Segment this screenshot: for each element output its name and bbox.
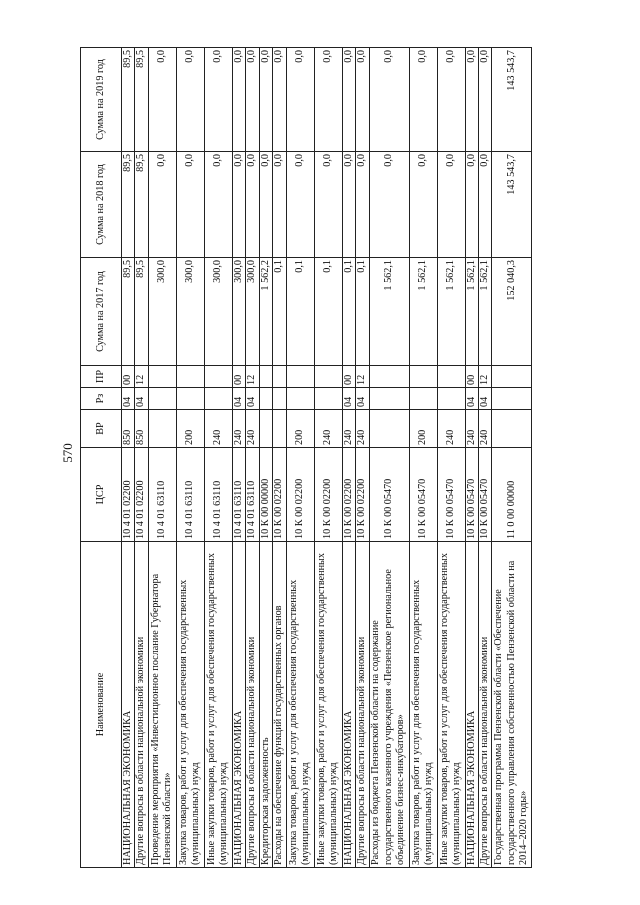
cell-rz: 04 bbox=[465, 388, 478, 410]
cell-rz: 04 bbox=[135, 388, 148, 410]
cell-sum-2017: 1 562,1 bbox=[369, 258, 409, 366]
table-row bbox=[232, 48, 245, 868]
cell-pr bbox=[369, 366, 409, 388]
cell-sum-2018: 0,0 bbox=[204, 152, 232, 258]
cell-vr bbox=[148, 410, 176, 448]
cell-sum-2019: 0,0 bbox=[246, 48, 259, 152]
cell-rz bbox=[369, 388, 409, 410]
cell-rz bbox=[314, 388, 342, 410]
cell-sum-2017: 1 562,1 bbox=[465, 258, 478, 366]
cell-rz bbox=[259, 388, 272, 410]
cell-vr: 240 bbox=[478, 410, 491, 448]
cell-sum-2018: 0,0 bbox=[369, 152, 409, 258]
table-row bbox=[204, 48, 232, 868]
cell-name: Закупка товаров, работ и услуг для обеспечения государственных (муниципальных) нужд bbox=[409, 542, 437, 868]
cell-pr bbox=[437, 366, 465, 388]
cell-sum-2017: 0,1 bbox=[356, 258, 369, 366]
cell-name: Иные закупки товаров, работ и услуг для обеспечения государственных (муниципальных) нужд bbox=[437, 542, 465, 868]
cell-vr: 200 bbox=[409, 410, 437, 448]
cell-name: Иные закупки товаров, работ и услуг для обеспечения государственных (муниципальных) нужд bbox=[204, 542, 232, 868]
header-vr: ВР bbox=[81, 410, 122, 448]
cell-sum-2019: 0,0 bbox=[148, 48, 176, 152]
cell-pr bbox=[176, 366, 204, 388]
cell-csr: 10 К 00 05470 bbox=[369, 448, 409, 542]
cell-pr: 00 bbox=[342, 366, 355, 388]
cell-sum-2017: 1 562,1 bbox=[437, 258, 465, 366]
cell-csr: 10 К 00 05470 bbox=[409, 448, 437, 542]
cell-csr: 10 К 00 02200 bbox=[356, 448, 369, 542]
cell-name: Расходы на обеспечение функций государственных органов bbox=[273, 542, 286, 868]
cell-sum-2018: 0,0 bbox=[342, 152, 355, 258]
cell-csr: 10 К 00 05470 bbox=[478, 448, 491, 542]
cell-name: Закупка товаров, работ и услуг для обеспечения государственных (муниципальных) нужд bbox=[286, 542, 314, 868]
cell-pr bbox=[314, 366, 342, 388]
cell-sum-2017: 300,0 bbox=[148, 258, 176, 366]
cell-rz bbox=[492, 388, 532, 410]
cell-sum-2019: 0,0 bbox=[286, 48, 314, 152]
cell-csr: 10 К 00 02200 bbox=[314, 448, 342, 542]
cell-vr bbox=[369, 410, 409, 448]
cell-sum-2017: 300,0 bbox=[246, 258, 259, 366]
cell-rz bbox=[409, 388, 437, 410]
cell-sum-2019: 0,0 bbox=[342, 48, 355, 152]
cell-pr bbox=[492, 366, 532, 388]
cell-vr: 240 bbox=[246, 410, 259, 448]
cell-vr: 200 bbox=[176, 410, 204, 448]
cell-sum-2018: 143 543,7 bbox=[492, 152, 532, 258]
cell-name: Расходы из бюджета Пензенской области на содержание государственного казенного учреждения «Пензенское региональное объединение бизнес-инкубаторов» bbox=[369, 542, 409, 868]
table-row bbox=[437, 48, 465, 868]
cell-sum-2018: 0,0 bbox=[259, 152, 272, 258]
budget-table bbox=[80, 47, 532, 868]
table-row bbox=[465, 48, 478, 868]
cell-sum-2019: 0,0 bbox=[465, 48, 478, 152]
cell-name: Проведение мероприятия «Инвестиционное послание Губернатора Пензенской области» bbox=[148, 542, 176, 868]
cell-rz bbox=[176, 388, 204, 410]
cell-csr: 10 К 00 05470 bbox=[465, 448, 478, 542]
rotated-page-content bbox=[80, 48, 600, 868]
table-row bbox=[273, 48, 286, 868]
cell-csr: 10 К 00 02200 bbox=[342, 448, 355, 542]
cell-csr: 10 4 01 63110 bbox=[148, 448, 176, 542]
table-row bbox=[478, 48, 491, 868]
cell-sum-2017: 0,1 bbox=[314, 258, 342, 366]
cell-sum-2018: 0,0 bbox=[246, 152, 259, 258]
cell-sum-2017: 1 562,2 bbox=[259, 258, 272, 366]
cell-sum-2017: 1 562,1 bbox=[478, 258, 491, 366]
header-sum-2017: Сумма на 2017 год bbox=[81, 258, 122, 366]
header-name: Наименование bbox=[81, 542, 122, 868]
cell-sum-2018: 89,5 bbox=[135, 152, 148, 258]
cell-sum-2019: 0,0 bbox=[437, 48, 465, 152]
cell-vr: 240 bbox=[465, 410, 478, 448]
cell-sum-2018: 0,0 bbox=[286, 152, 314, 258]
cell-name: Другие вопросы в области национальной экономики bbox=[356, 542, 369, 868]
cell-sum-2017: 89,5 bbox=[122, 258, 135, 366]
cell-sum-2019: 0,0 bbox=[273, 48, 286, 152]
cell-rz bbox=[437, 388, 465, 410]
cell-sum-2019: 0,0 bbox=[369, 48, 409, 152]
cell-sum-2018: 0,0 bbox=[478, 152, 491, 258]
cell-csr: 10 4 01 02200 bbox=[135, 448, 148, 542]
cell-vr: 240 bbox=[232, 410, 245, 448]
cell-sum-2018: 0,0 bbox=[148, 152, 176, 258]
cell-rz: 04 bbox=[122, 388, 135, 410]
cell-rz bbox=[204, 388, 232, 410]
cell-pr: 12 bbox=[478, 366, 491, 388]
table-row bbox=[286, 48, 314, 868]
cell-sum-2019: 0,0 bbox=[259, 48, 272, 152]
cell-sum-2017: 0,1 bbox=[286, 258, 314, 366]
cell-csr: 10 4 01 63110 bbox=[176, 448, 204, 542]
cell-sum-2018: 0,0 bbox=[409, 152, 437, 258]
cell-sum-2017: 89,5 bbox=[135, 258, 148, 366]
cell-sum-2019: 0,0 bbox=[232, 48, 245, 152]
cell-vr: 850 bbox=[122, 410, 135, 448]
cell-csr: 10 К 00 02200 bbox=[286, 448, 314, 542]
table-row bbox=[492, 48, 532, 868]
cell-rz bbox=[273, 388, 286, 410]
cell-csr: 10 К 00 02200 bbox=[273, 448, 286, 542]
table-row bbox=[369, 48, 409, 868]
cell-sum-2018: 0,0 bbox=[273, 152, 286, 258]
header-rz: Рз bbox=[81, 388, 122, 410]
table-row bbox=[314, 48, 342, 868]
cell-sum-2019: 0,0 bbox=[176, 48, 204, 152]
cell-pr bbox=[204, 366, 232, 388]
cell-pr: 12 bbox=[246, 366, 259, 388]
cell-name: НАЦИОНАЛЬНАЯ ЭКОНОМИКА bbox=[465, 542, 478, 868]
cell-sum-2019: 0,0 bbox=[204, 48, 232, 152]
header-sum-2019: Сумма на 2019 год bbox=[81, 48, 122, 152]
table-header-row bbox=[81, 48, 122, 868]
cell-vr: 240 bbox=[314, 410, 342, 448]
cell-rz bbox=[286, 388, 314, 410]
cell-name: НАЦИОНАЛЬНАЯ ЭКОНОМИКА bbox=[232, 542, 245, 868]
cell-vr: 240 bbox=[356, 410, 369, 448]
cell-vr bbox=[492, 410, 532, 448]
header-pr: ПР bbox=[81, 366, 122, 388]
cell-sum-2019: 0,0 bbox=[478, 48, 491, 152]
cell-sum-2018: 89,5 bbox=[122, 152, 135, 258]
cell-vr bbox=[273, 410, 286, 448]
cell-sum-2017: 0,1 bbox=[273, 258, 286, 366]
cell-rz: 04 bbox=[232, 388, 245, 410]
table-row bbox=[409, 48, 437, 868]
cell-sum-2017: 300,0 bbox=[176, 258, 204, 366]
cell-sum-2017: 300,0 bbox=[232, 258, 245, 366]
table-row bbox=[246, 48, 259, 868]
table-row bbox=[176, 48, 204, 868]
cell-name: НАЦИОНАЛЬНАЯ ЭКОНОМИКА bbox=[342, 542, 355, 868]
cell-name: Кредиторская задолженность bbox=[259, 542, 272, 868]
cell-sum-2018: 0,0 bbox=[176, 152, 204, 258]
cell-pr bbox=[148, 366, 176, 388]
table-row bbox=[135, 48, 148, 868]
cell-pr: 00 bbox=[465, 366, 478, 388]
cell-sum-2017: 1 562,1 bbox=[409, 258, 437, 366]
cell-pr bbox=[286, 366, 314, 388]
cell-sum-2019: 89,5 bbox=[122, 48, 135, 152]
cell-sum-2018: 0,0 bbox=[356, 152, 369, 258]
cell-vr: 240 bbox=[342, 410, 355, 448]
cell-vr bbox=[259, 410, 272, 448]
cell-rz: 04 bbox=[356, 388, 369, 410]
cell-vr: 240 bbox=[437, 410, 465, 448]
cell-name: Другие вопросы в области национальной экономики bbox=[246, 542, 259, 868]
cell-csr: 10 К 00 05470 bbox=[437, 448, 465, 542]
cell-sum-2018: 0,0 bbox=[232, 152, 245, 258]
cell-pr: 12 bbox=[356, 366, 369, 388]
table-row bbox=[342, 48, 355, 868]
cell-vr: 200 bbox=[286, 410, 314, 448]
cell-csr: 11 0 00 00000 bbox=[492, 448, 532, 542]
cell-csr: 10 4 01 63110 bbox=[204, 448, 232, 542]
header-csr: ЦСР bbox=[81, 448, 122, 542]
cell-sum-2017: 152 040,3 bbox=[492, 258, 532, 366]
cell-pr bbox=[409, 366, 437, 388]
cell-sum-2018: 0,0 bbox=[314, 152, 342, 258]
cell-rz bbox=[148, 388, 176, 410]
cell-rz: 04 bbox=[478, 388, 491, 410]
cell-sum-2019: 89,5 bbox=[135, 48, 148, 152]
cell-vr: 240 bbox=[204, 410, 232, 448]
cell-rz: 04 bbox=[342, 388, 355, 410]
cell-name: Иные закупки товаров, работ и услуг для обеспечения государственных (муниципальных) нужд bbox=[314, 542, 342, 868]
cell-sum-2019: 0,0 bbox=[314, 48, 342, 152]
cell-vr: 850 bbox=[135, 410, 148, 448]
cell-name: НАЦИОНАЛЬНАЯ ЭКОНОМИКА bbox=[122, 542, 135, 868]
cell-pr bbox=[273, 366, 286, 388]
cell-pr bbox=[259, 366, 272, 388]
cell-sum-2017: 300,0 bbox=[204, 258, 232, 366]
cell-pr: 12 bbox=[135, 366, 148, 388]
cell-name: Другие вопросы в области национальной экономики bbox=[135, 542, 148, 868]
cell-csr: 10 4 01 63110 bbox=[246, 448, 259, 542]
cell-name: Государственная программа Пензенской области «Обеспечение государственного управления собственностью Пензенской области на 2014–2020 годы» bbox=[492, 542, 532, 868]
cell-name: Другие вопросы в области национальной экономики bbox=[478, 542, 491, 868]
cell-sum-2017: 0,1 bbox=[342, 258, 355, 366]
cell-pr: 00 bbox=[232, 366, 245, 388]
table-row bbox=[356, 48, 369, 868]
cell-pr: 00 bbox=[122, 366, 135, 388]
cell-sum-2018: 0,0 bbox=[465, 152, 478, 258]
cell-csr: 10 К 00 00000 bbox=[259, 448, 272, 542]
cell-sum-2019: 0,0 bbox=[356, 48, 369, 152]
page-number: 570 bbox=[59, 443, 75, 463]
cell-sum-2018: 0,0 bbox=[437, 152, 465, 258]
table-row bbox=[259, 48, 272, 868]
cell-name: Закупка товаров, работ и услуг для обеспечения государственных (муниципальных) нужд bbox=[176, 542, 204, 868]
table-row bbox=[122, 48, 135, 868]
cell-csr: 10 4 01 02200 bbox=[122, 448, 135, 542]
cell-csr: 10 4 01 63110 bbox=[232, 448, 245, 542]
cell-sum-2019: 143 543,7 bbox=[492, 48, 532, 152]
header-sum-2018: Сумма на 2018 год bbox=[81, 152, 122, 258]
table-row bbox=[148, 48, 176, 868]
cell-sum-2019: 0,0 bbox=[409, 48, 437, 152]
cell-rz: 04 bbox=[246, 388, 259, 410]
